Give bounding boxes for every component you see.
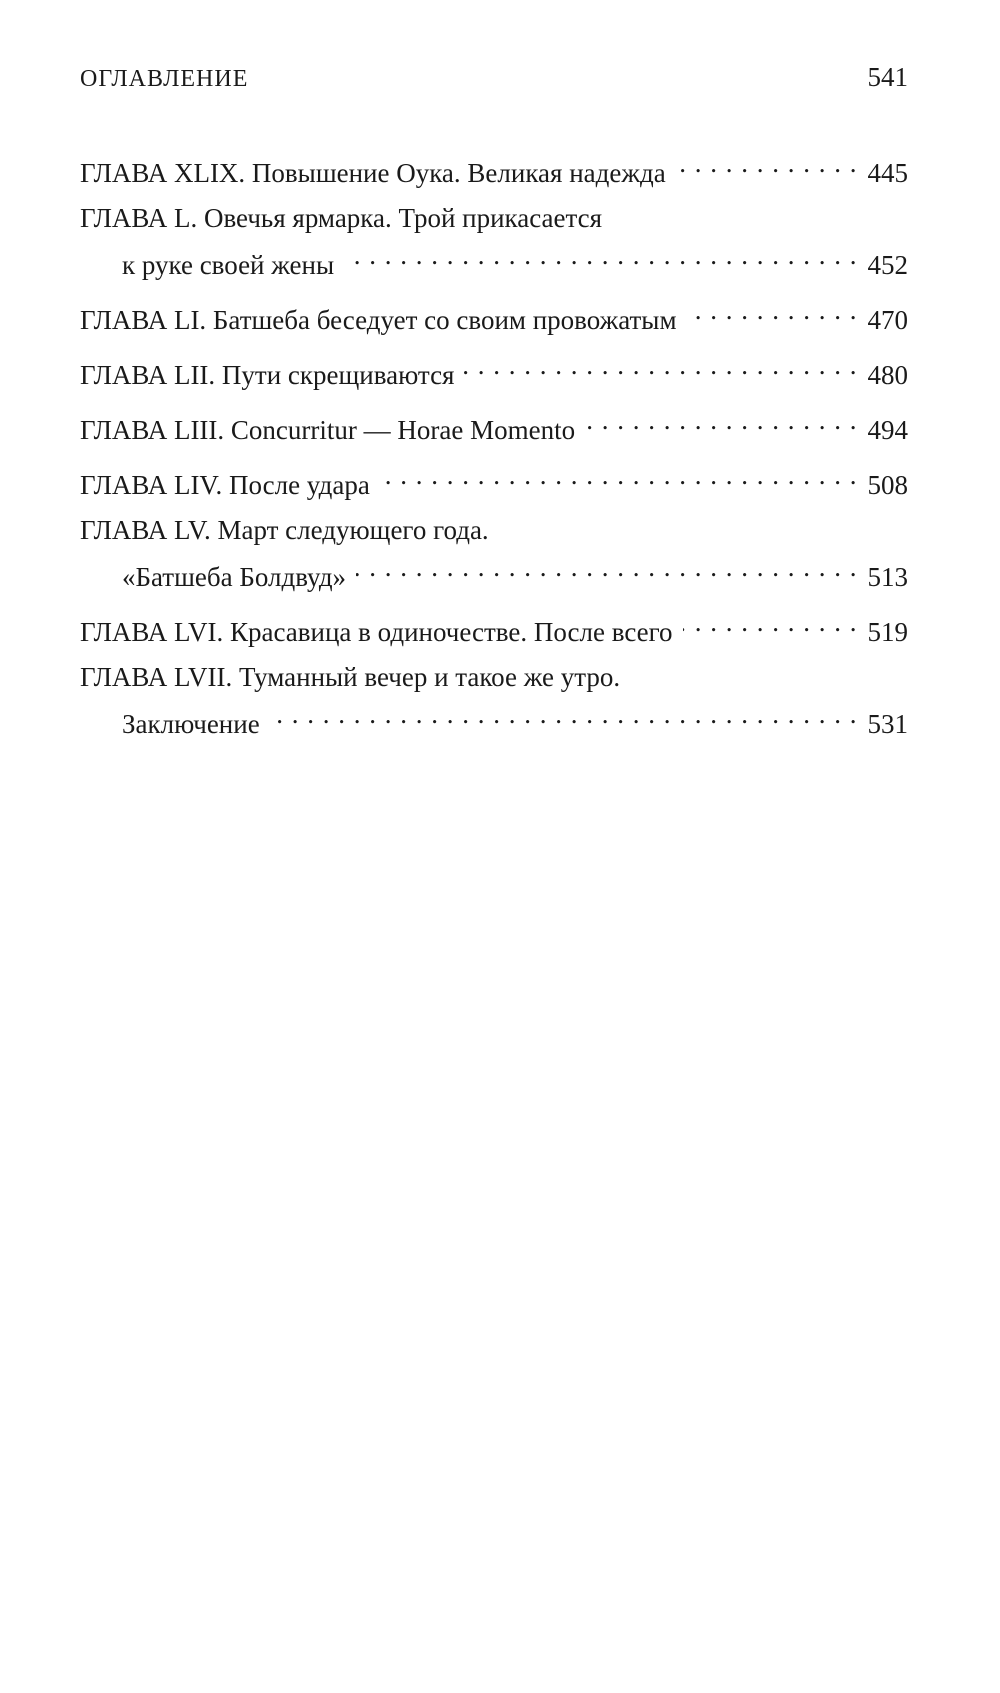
toc-entry-page: 519: [867, 617, 908, 647]
toc-entry-title: ГЛАВА L. Овечья ярмарка. Трой прикасается: [80, 203, 603, 233]
dot-leader: [380, 457, 858, 494]
dot-leader: [270, 696, 858, 733]
toc-entry: [80, 512, 908, 596]
toc-entry: [80, 659, 908, 743]
toc-entry-title: ГЛАВА LII. Пути скрещиваются: [80, 360, 455, 390]
dot-leader: [464, 347, 857, 384]
toc-entry-page: 445: [867, 158, 908, 188]
toc-entry-page: 513: [867, 562, 908, 592]
toc-entry: [80, 200, 908, 284]
toc-entry-page: 470: [867, 305, 908, 335]
toc-entry-title-continuation: Заключение: [122, 709, 260, 739]
toc-entry: [80, 457, 908, 504]
dot-leader: [683, 604, 858, 641]
toc-entry-page: 531: [867, 709, 908, 739]
toc-entry-title: ГЛАВА LIV. После удара: [80, 470, 370, 500]
toc-entry-page: 480: [867, 360, 908, 390]
dot-leader: [676, 145, 858, 182]
dot-leader: [344, 237, 857, 274]
toc-entry-title-continuation: к руке своей жены: [122, 250, 335, 280]
table-of-contents: [80, 145, 908, 751]
toc-entry-title: ГЛАВА LI. Батшеба беседует со своим провожатым: [80, 305, 677, 335]
toc-entry-title: ГЛАВА XLIX. Повышение Оука. Великая надежда: [80, 158, 666, 188]
page-number: 541: [867, 62, 908, 92]
toc-entry: [80, 347, 908, 394]
toc-entry: [80, 402, 908, 449]
toc-entry-title-continuation: «Батшеба Болдвуд»: [122, 562, 347, 592]
dot-leader: [687, 292, 858, 329]
toc-entry-title: ГЛАВА LVII. Туманный вечер и такое же утро.: [80, 662, 621, 692]
toc-entry-title: ГЛАВА LVI. Красавица в одиночестве. После всего: [80, 617, 673, 647]
dot-leader: [356, 549, 857, 586]
toc-entry-page: 508: [867, 470, 908, 500]
toc-entry-title: ГЛАВА LV. Март следующего года.: [80, 515, 489, 545]
toc-entry-page: 494: [867, 415, 908, 445]
toc-entry: [80, 292, 908, 339]
running-title: ОГЛАВЛЕНИЕ: [80, 66, 249, 92]
dot-leader: [585, 402, 857, 439]
toc-entry-page: 452: [867, 250, 908, 280]
toc-entry: [80, 145, 908, 192]
running-head: [80, 62, 908, 102]
toc-entry-title: ГЛАВА LIII. Concurritur — Horae Momento: [80, 415, 576, 445]
toc-entry: [80, 604, 908, 651]
